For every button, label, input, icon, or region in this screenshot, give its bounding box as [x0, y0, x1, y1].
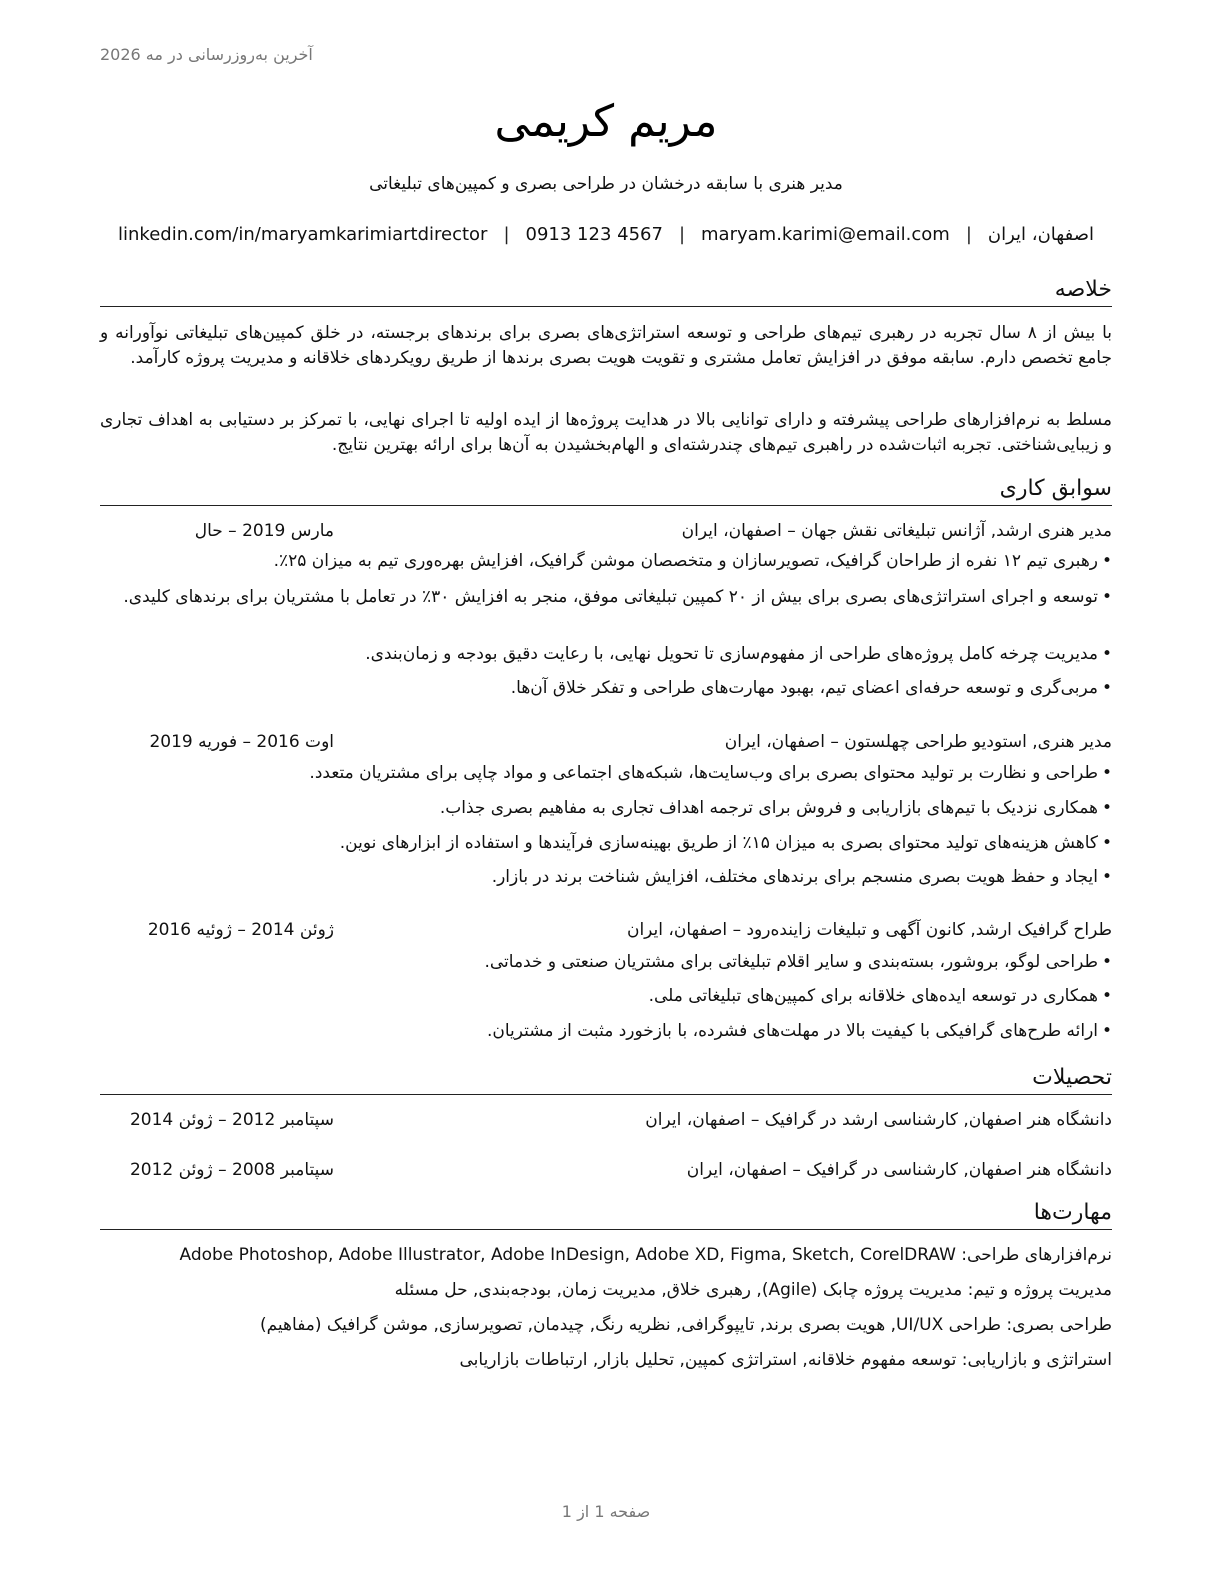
candidate-name: مریم کریمی [494, 96, 718, 147]
skill-value: مدیریت پروژه چابک (Agile), رهبری خلاق, مدیریت زمان, بودجه‌بندی, حل مسئله [394, 1280, 963, 1300]
skill-line [100, 1312, 1112, 1338]
contact-phone[interactable]: 0913 123 4567 [525, 224, 663, 245]
job-bullet: • مدیریت چرخه کامل پروژه‌های طراحی از مفهوم‌سازی تا تحویل نهایی، با رعایت دقیق بودجه و زمان‌بندی. [100, 641, 1112, 667]
skill-value: Adobe Photoshop, Adobe Illustrator, Adobe InDesign, Adobe XD, Figma, Sketch, CorelDRAW [179, 1245, 956, 1265]
job-bullet: • کاهش هزینه‌های تولید محتوای بصری به میزان ۱۵٪ از طریق بهینه‌سازی فرآیندها و استفاده از ابزارهای نوین. [100, 830, 1112, 856]
job-dates: ژوئن 2014 – ژوئیه 2016 [147, 920, 334, 940]
education-heading: تحصیلات [100, 1064, 1112, 1095]
experience-heading: سوابق کاری [100, 475, 1112, 506]
job-header [100, 917, 1112, 943]
skill-label: مدیریت پروژه و تیم: [967, 1280, 1112, 1300]
candidate-tagline: مدیر هنری با سابقه درخشان در طراحی بصری و کمپین‌های تبلیغاتی [369, 174, 843, 194]
job-title: طراح گرافیک ارشد, کانون آگهی و تبلیغات زاینده‌رود – اصفهان، ایران [626, 920, 1112, 940]
skills-heading: مهارت‌ها [100, 1199, 1112, 1230]
skill-line [100, 1242, 1112, 1268]
job-bullet: • همکاری نزدیک با تیم‌های بازاریابی و فروش برای ترجمه اهداف تجاری به مفاهیم بصری جذاب. [100, 795, 1112, 821]
skill-line [100, 1277, 1112, 1303]
job-bullet: • طراحی و نظارت بر تولید محتوای بصری برای وب‌سایت‌ها، شبکه‌های اجتماعی و مواد چاپی برای مشتریان متعدد. [100, 760, 1112, 786]
summary-paragraph: با بیش از ۸ سال تجربه در رهبری تیم‌های طراحی و توسعه استراتژی‌های بصری برای برندهای برجسته، در خلق کمپین‌های تبلیغاتی نوآورانه و جامع تخصص دارم. سابقه موفق در افزایش تعامل مشتری و تقویت هویت بصری برندها از طریق رویکردهای خلاقانه و مدیریت پروژه کارآمد. [100, 323, 1112, 368]
skill-value: طراحی UI/UX, هویت بصری برند, تایپوگرافی, نظریه رنگ, چیدمان, تصویرسازی, موشن گرافیک (مفاهیم) [259, 1315, 1001, 1335]
education-item [100, 1157, 1112, 1183]
education-title: دانشگاه هنر اصفهان, کارشناسی ارشد در گرافیک – اصفهان، ایران [645, 1110, 1112, 1130]
education-title: دانشگاه هنر اصفهان, کارشناسی در گرافیک – اصفهان، ایران [686, 1160, 1112, 1180]
education-dates: سپتامبر 2008 – ژوئن 2012 [129, 1160, 334, 1180]
summary-paragraph: مسلط به نرم‌افزارهای طراحی پیشرفته و دارای توانایی بالا در هدایت پروژه‌ها از ایده اولیه تا اجرای نهایی، با تمرکز بر دستیابی به اهداف تجاری و زیبایی‌شناختی. تجربه اثبات‌شده در راهبری تیم‌های چندرشته‌ای و الهام‌بخشیدن به آن‌ها برای ارائه بهترین نتایج. [100, 410, 1112, 455]
education-item [100, 1107, 1112, 1133]
contact-separator: | [503, 224, 510, 245]
skill-line [100, 1347, 1112, 1373]
job-bullet: • همکاری در توسعه ایده‌های خلاقانه برای کمپین‌های تبلیغاتی ملی. [100, 983, 1112, 1009]
job-title: مدیر هنری ارشد, آژانس تبلیغاتی نقش جهان – اصفهان، ایران [681, 521, 1112, 541]
job-bullet: • رهبری تیم ۱۲ نفره از طراحان گرافیک، تصویرسازان و متخصصان موشن گرافیک، افزایش بهره‌وری تیم به میزان ۲۵٪. [100, 548, 1112, 574]
skill-label: نرم‌افزارهای طراحی: [961, 1245, 1112, 1265]
skill-value: توسعه مفهوم خلاقانه, استراتژی کمپین, تحلیل بازار, ارتباطات بازاریابی [459, 1350, 957, 1370]
job-bullet: • مربی‌گری و توسعه حرفه‌ای اعضای تیم، بهبود مهارت‌های طراحی و تفکر خلاق آن‌ها. [100, 675, 1112, 701]
contact-linkedin[interactable]: linkedin.com/in/maryamkarimiartdirector [118, 224, 488, 245]
job-bullet: • طراحی لوگو، بروشور، بسته‌بندی و سایر اقلام تبلیغاتی برای مشتریان صنعتی و خدماتی. [100, 949, 1112, 975]
skill-label: طراحی بصری: [1006, 1315, 1112, 1335]
job-title: مدیر هنری, استودیو طراحی چهلستون – اصفهان، ایران [724, 732, 1112, 752]
last-updated-note: آخرین به‌روزرسانی در مه 2026 [100, 45, 313, 64]
skill-label: استراتژی و بازاریابی: [961, 1350, 1112, 1370]
job-dates: مارس 2019 – حال [194, 521, 334, 541]
contact-separator: | [678, 224, 686, 245]
job-dates: اوت 2016 – فوریه 2019 [149, 732, 334, 752]
contact-email[interactable]: maryam.karimi@email.com [701, 224, 950, 245]
education-dates: سپتامبر 2012 – ژوئن 2014 [129, 1110, 334, 1130]
page-number: صفحه 1 از 1 [561, 1502, 651, 1521]
summary-heading: خلاصه [100, 276, 1112, 307]
contact-line [100, 222, 1112, 248]
contact-separator: | [965, 224, 972, 245]
job-header [100, 518, 1112, 544]
job-bullet: • ایجاد و حفظ هویت بصری منسجم برای برندهای مختلف، افزایش شناخت برند در بازار. [100, 864, 1112, 890]
resume-page [100, 0, 1112, 1584]
contact-location: اصفهان، ایران [987, 224, 1094, 245]
job-header [100, 729, 1112, 755]
job-bullet: • ارائه طرح‌های گرافیکی با کیفیت بالا در مهلت‌های فشرده، با بازخورد مثبت از مشتریان. [100, 1018, 1112, 1044]
job-bullet: • توسعه و اجرای استراتژی‌های بصری برای بیش از ۲۰ کمپین تبلیغاتی موفق، منجر به افزایش ۳۰٪ در تعامل با مشتریان برای برندهای کلیدی. [100, 584, 1112, 610]
